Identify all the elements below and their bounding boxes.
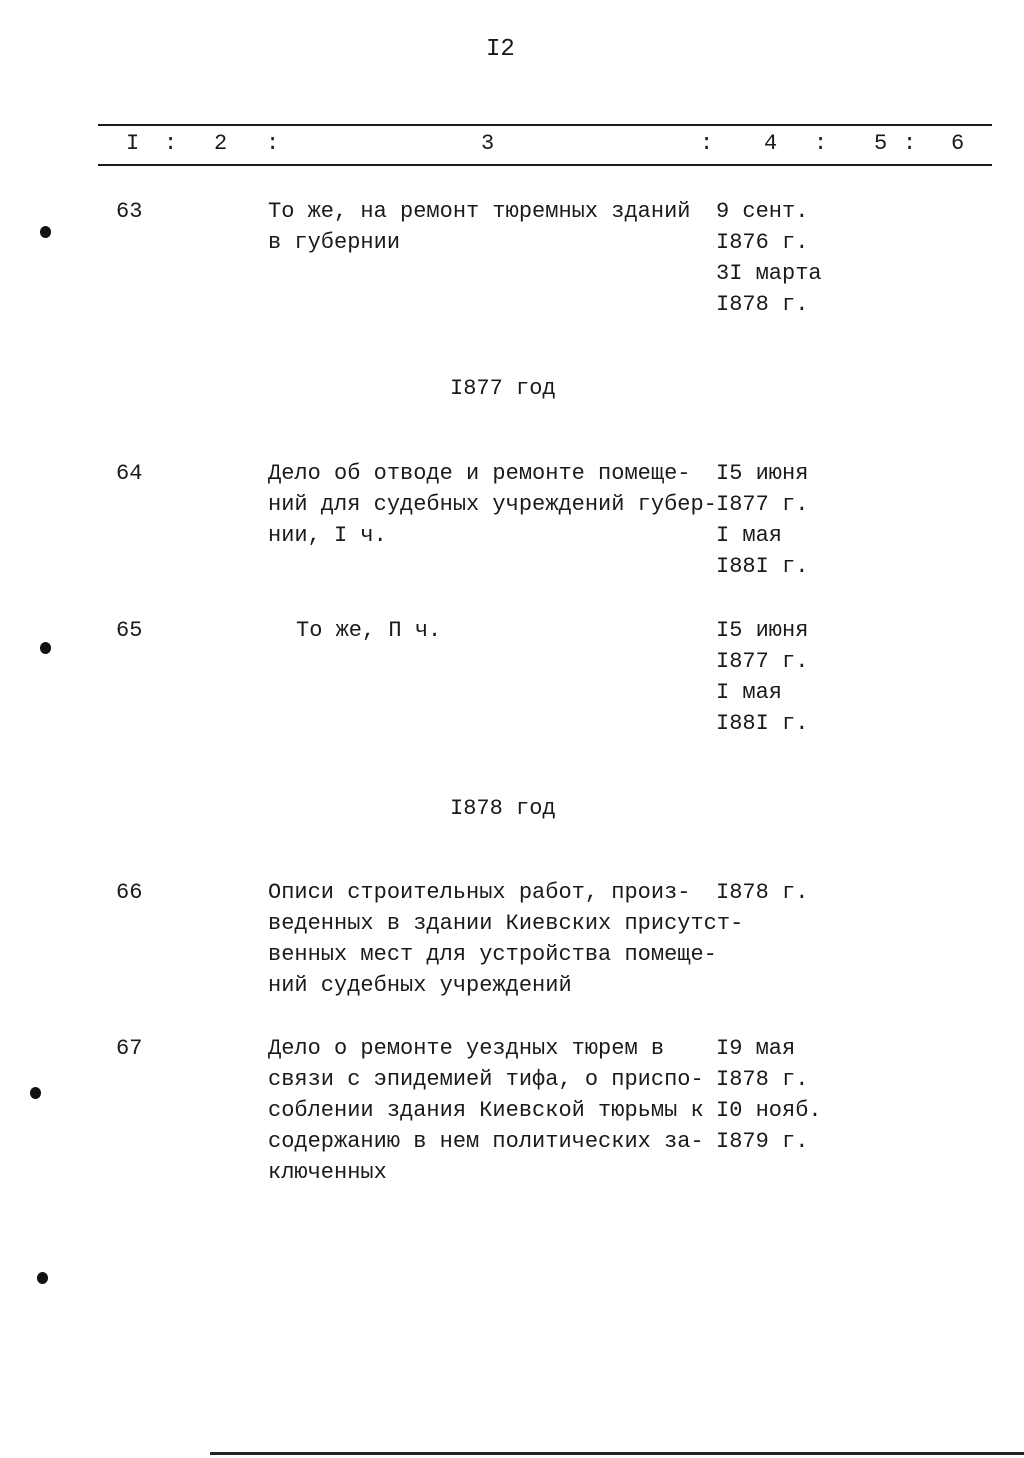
entry-description-line: веденных в здании Киевских присутст- [268, 911, 744, 936]
entry-date-line: I878 г. [716, 1067, 809, 1092]
column-header-2: 2 [214, 131, 228, 156]
header-bottom-rule [98, 164, 992, 166]
entry-date-line: I5 июня [716, 461, 809, 486]
entry-description-line: соблении здания Киевской тюрьмы к [268, 1098, 704, 1123]
binder-hole-mark [40, 642, 51, 654]
entry-date-line: I5 июня [716, 618, 809, 643]
year-heading-1878: I878 год [450, 796, 556, 821]
binder-hole-mark [40, 226, 51, 238]
entry-date-line: I876 г. [716, 230, 809, 255]
binder-hole-mark [37, 1272, 48, 1284]
header-top-rule [98, 124, 992, 126]
entry-number: 65 [116, 618, 143, 643]
entry-date-line: I мая [716, 523, 783, 548]
entry-description-line: То же, на ремонт тюремных зданий [268, 199, 691, 224]
column-separator: : [700, 131, 714, 156]
entry-date-line: I88I г. [716, 711, 809, 736]
entry-date-line: 9 сент. [716, 199, 809, 224]
column-header-4: 4 [764, 131, 778, 156]
column-separator: : [164, 131, 178, 156]
entry-date-line: 3I марта [716, 261, 822, 286]
entry-description-line: содержанию в нем политических за- [268, 1129, 704, 1154]
column-separator: : [266, 131, 280, 156]
column-separator: : [903, 131, 917, 156]
entry-date-line: I0 нояб. [716, 1098, 822, 1123]
page-bottom-edge [210, 1452, 1024, 1455]
column-header-5: 5 [874, 131, 888, 156]
entry-number: 66 [116, 880, 143, 905]
column-separator: : [814, 131, 828, 156]
entry-description-line: Дело об отводе и ремонте помеще- [268, 461, 691, 486]
entry-date-line: I мая [716, 680, 783, 705]
entry-date-line: I877 г. [716, 492, 809, 517]
column-header-6: 6 [951, 131, 965, 156]
page-number: I2 [486, 36, 515, 63]
entry-date-line: I879 г. [716, 1129, 809, 1154]
entry-number: 64 [116, 461, 143, 486]
binder-hole-mark [30, 1087, 41, 1099]
year-heading-1877: I877 год [450, 376, 556, 401]
entry-date-line: I878 г. [716, 880, 809, 905]
entry-description-line: ключенных [268, 1160, 387, 1185]
entry-description-line: венных мест для устройства помеще- [268, 942, 717, 967]
entry-description-line: Описи строительных работ, произ- [268, 880, 691, 905]
entry-description-line: ний для судебных учреждений губер- [268, 492, 717, 517]
entry-description-line: Дело о ремонте уездных тюрем в [268, 1036, 665, 1061]
entry-description-line: ний судебных учреждений [268, 973, 572, 998]
entry-date-line: I877 г. [716, 649, 809, 674]
entry-date-line: I878 г. [716, 292, 809, 317]
entry-description-line: связи с эпидемией тифа, о приспо- [268, 1067, 704, 1092]
entry-description-line: То же, П ч. [296, 618, 442, 643]
column-header-3: 3 [481, 131, 495, 156]
entry-number: 63 [116, 199, 143, 224]
entry-date-line: I88I г. [716, 554, 809, 579]
entry-date-line: I9 мая [716, 1036, 796, 1061]
entry-description-line: в губернии [268, 230, 401, 255]
entry-number: 67 [116, 1036, 143, 1061]
entry-description-line: нии, I ч. [268, 523, 387, 548]
column-header-1: I [126, 131, 140, 156]
